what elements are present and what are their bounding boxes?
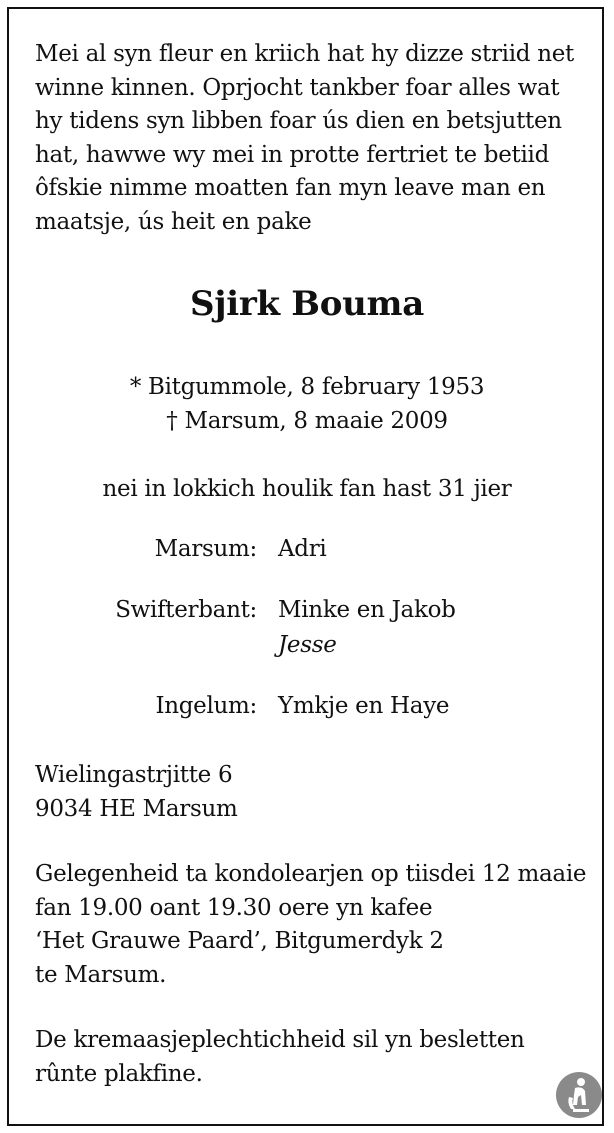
- condolence-line: ‘Het Grauwe Paard’, Bitgumerdyk 2: [35, 928, 444, 954]
- intro-line: hat, hawwe wy mei in protte fertriet te betiid: [35, 141, 549, 168]
- family-names: Minke en Jakob: [278, 597, 456, 623]
- marriage-line: nei in lokkich houlik fan hast 31 jier: [102, 476, 512, 502]
- family-place: Marsum:: [154, 536, 257, 562]
- family-names: Adri: [278, 536, 327, 562]
- address-line: 9034 HE Marsum: [35, 795, 238, 822]
- family-place: Swifterbant:: [115, 597, 257, 623]
- family-grandchild: Jesse: [278, 632, 337, 658]
- intro-line: winne kinnen. Oprjocht tankber foar alles wat: [35, 74, 560, 101]
- cremation-line: rûnte plakfine.: [35, 1060, 203, 1087]
- family-place: Ingelum:: [155, 693, 257, 719]
- deceased-name: Sjirk Bouma: [190, 284, 424, 324]
- birth-line: * Bitgummole, 8 february 1953: [129, 374, 485, 400]
- cremation-line: De kremaasjeplechtichheid sil yn besletten: [35, 1027, 525, 1053]
- condolence-block: [35, 858, 586, 992]
- condolence-line: Gelegenheid ta kondolearjen op tiisdei 12 maaie: [35, 861, 587, 887]
- intro-line: Mei al syn fleur en kriich hat hy dizze striid net: [35, 41, 574, 67]
- cremation-block: [35, 1024, 525, 1091]
- address-line: Wielingastrjitte 6: [35, 762, 233, 788]
- death-line: † Marsum, 8 maaie 2009: [166, 408, 448, 434]
- condolence-line: te Marsum.: [35, 961, 167, 988]
- family-names: Ymkje en Haye: [278, 693, 450, 719]
- intro-line: ôfskie nimme moatten fan myn leave man en: [35, 175, 546, 201]
- condolence-line: fan 19.00 oant 19.30 oere yn kafee: [35, 894, 433, 921]
- memorial-figure-logo-icon: [555, 1071, 603, 1119]
- intro-line: maatsje, ús heit en pake: [35, 208, 312, 235]
- intro-line: hy tidens syn libben foar ús dien en betsjutten: [35, 108, 562, 134]
- address-block: [35, 759, 238, 826]
- intro-paragraph: [35, 38, 574, 239]
